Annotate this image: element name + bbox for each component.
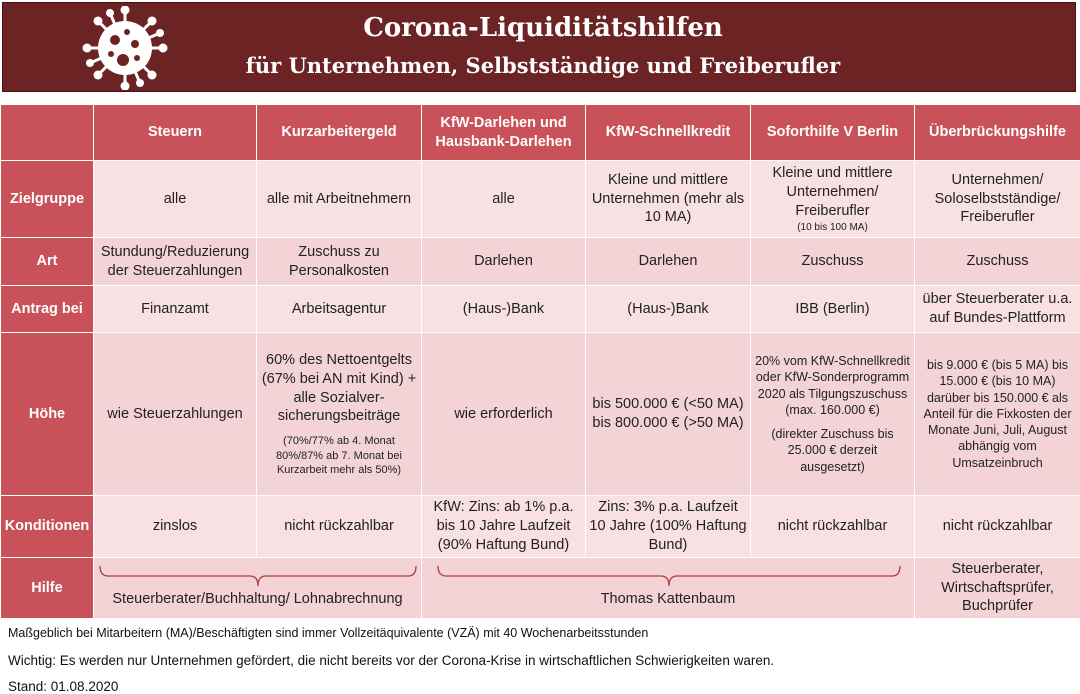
row-label-art: Art bbox=[1, 238, 94, 286]
cell: Zuschuss bbox=[915, 238, 1080, 286]
cell: über Steuerberater u.a. auf Bundes-Plattform bbox=[915, 286, 1080, 333]
row-hoehe bbox=[1, 333, 1080, 496]
cell-text: Kleine und mittlere Unternehmen/ Freiberufler bbox=[772, 165, 893, 219]
cell-note: (10 bis 100 MA) bbox=[797, 221, 868, 233]
cell: IBB (Berlin) bbox=[751, 286, 915, 333]
brace-middle-icon bbox=[422, 562, 915, 592]
cell: Arbeitsagentur bbox=[257, 286, 422, 333]
row-zielgruppe bbox=[1, 161, 1080, 238]
hilfe-middle-text: Thomas Kattenbaum bbox=[600, 591, 736, 607]
cell: Darlehen bbox=[586, 238, 751, 286]
brace-group bbox=[422, 560, 914, 616]
cell: Stundung/Reduzierung der Steuerzahlungen bbox=[94, 238, 257, 286]
col-header-steuern: Steuern bbox=[94, 105, 257, 161]
row-konditionen bbox=[1, 496, 1080, 558]
col-header-kfw-schnellkredit: KfW-Schnellkredit bbox=[586, 105, 751, 161]
cell: wie Steuerzahlungen bbox=[94, 333, 257, 496]
cell: KfW: Zins: ab 1% p.a. bis 10 Jahre Laufzeit (90% Haftung Bund) bbox=[422, 496, 586, 558]
cell: alle bbox=[94, 161, 257, 238]
cell-hilfe-left bbox=[94, 558, 422, 619]
cell: nicht rückzahlbar bbox=[751, 496, 915, 558]
note-vzae: Maßgeblich bei Mitarbeitern (MA)/Beschäftigten sind immer Vollzeitäquivalente (VZÄ) mit 40 Wochenarbeitsstunden bbox=[8, 626, 649, 640]
cell: (Haus-)Bank bbox=[586, 286, 751, 333]
row-label-hilfe: Hilfe bbox=[1, 558, 94, 619]
cell: Zuschuss zu Personalkosten bbox=[257, 238, 422, 286]
row-label-konditionen: Konditionen bbox=[1, 496, 94, 558]
cell: alle bbox=[422, 161, 586, 238]
header-row bbox=[1, 105, 1080, 161]
note-wichtig: Wichtig: Es werden nur Unternehmen gefördert, die nicht bereits vor der Corona-Krise in wirtschaftlichen Schwierigkeiten waren. bbox=[8, 653, 775, 668]
cell: wie erforderlich bbox=[422, 333, 586, 496]
hilfe-left-text: Steuerberater/Buchhaltung/ Lohnabrechnung bbox=[112, 591, 403, 607]
cell-line: bis 800.000 € (>50 MA) bbox=[592, 415, 744, 431]
cell-note: (direkter Zuschuss bis 25.000 € derzeit ausgesetzt) bbox=[771, 427, 894, 474]
cell-text: 20% vom KfW-Schnellkredit oder KfW-Sonderprogramm 2020 als Tilgungszuschuss (max. 160.000 €) bbox=[755, 354, 910, 417]
cell-hilfe-middle bbox=[422, 558, 915, 619]
row-label-antrag: Antrag bei bbox=[1, 286, 94, 333]
cell-soforthilfe-zielgruppe bbox=[751, 161, 915, 238]
cell: Unternehmen/ Soloselbstständige/ Freiberufler bbox=[915, 161, 1080, 238]
cell: Zuschuss bbox=[751, 238, 915, 286]
cell: Kleine und mittlere Unternehmen (mehr als 10 MA) bbox=[586, 161, 751, 238]
row-hilfe bbox=[1, 558, 1080, 619]
corner-cell bbox=[1, 105, 94, 161]
title-banner bbox=[2, 2, 1076, 92]
cell: zinslos bbox=[94, 496, 257, 558]
brace-group bbox=[94, 560, 421, 616]
cell-schnellkredit-hoehe bbox=[586, 333, 751, 496]
row-label-hoehe: Höhe bbox=[1, 333, 94, 496]
row-art bbox=[1, 238, 1080, 286]
page-subtitle: für Unternehmen, Selbstständige und Freiberufler bbox=[245, 53, 841, 78]
note-stand: Stand: 01.08.2020 bbox=[8, 679, 119, 694]
cell-soforthilfe-hoehe bbox=[751, 333, 915, 496]
liquidity-aid-table bbox=[0, 104, 1080, 619]
page-title: Corona-Liquiditätshilfen bbox=[363, 13, 723, 43]
brace-left-icon bbox=[94, 562, 422, 592]
cell: (Haus-)Bank bbox=[422, 286, 586, 333]
row-label-zielgruppe: Zielgruppe bbox=[1, 161, 94, 238]
cell-hilfe-right: Steuerberater, Wirtschaftsprüfer, Buchprüfer bbox=[915, 558, 1080, 619]
cell-note: (70%/77% ab 4. Monat 80%/87% ab 7. Monat bei Kurzarbeit mehr als 50%) bbox=[276, 435, 402, 476]
cell: nicht rückzahlbar bbox=[257, 496, 422, 558]
cell-text: 60% des Nettoentgelts (67% bei AN mit Kind) + alle Sozialver-sicherungsbeiträge bbox=[261, 351, 417, 425]
col-header-soforthilfe: Soforthilfe V Berlin bbox=[751, 105, 915, 161]
col-header-kfw-darlehen: KfW-Darlehen und Hausbank-Darlehen bbox=[422, 105, 586, 161]
cell: Finanzamt bbox=[94, 286, 257, 333]
cell-ueberbrueckung-hoehe: bis 9.000 € (bis 5 MA) bis 15.000 € (bis 10 MA) darüber bis 150.000 € als Anteil für die Fixkosten der Monate Juni, Juli, August abhängig vom Umsatzeinbruch bbox=[915, 333, 1080, 496]
col-header-kurzarbeitergeld: Kurzarbeitergeld bbox=[257, 105, 422, 161]
cell: nicht rückzahlbar bbox=[915, 496, 1080, 558]
col-header-ueberbrueckungshilfe: Überbrückungshilfe bbox=[915, 105, 1080, 161]
cell: Zins: 3% p.a. Laufzeit 10 Jahre (100% Haftung Bund) bbox=[586, 496, 751, 558]
cell: Darlehen bbox=[422, 238, 586, 286]
row-antrag bbox=[1, 286, 1080, 333]
cell-line: bis 500.000 € (<50 MA) bbox=[592, 396, 744, 413]
cell-kurzarbeit-hoehe bbox=[257, 333, 422, 496]
cell: alle mit Arbeitnehmern bbox=[257, 161, 422, 238]
